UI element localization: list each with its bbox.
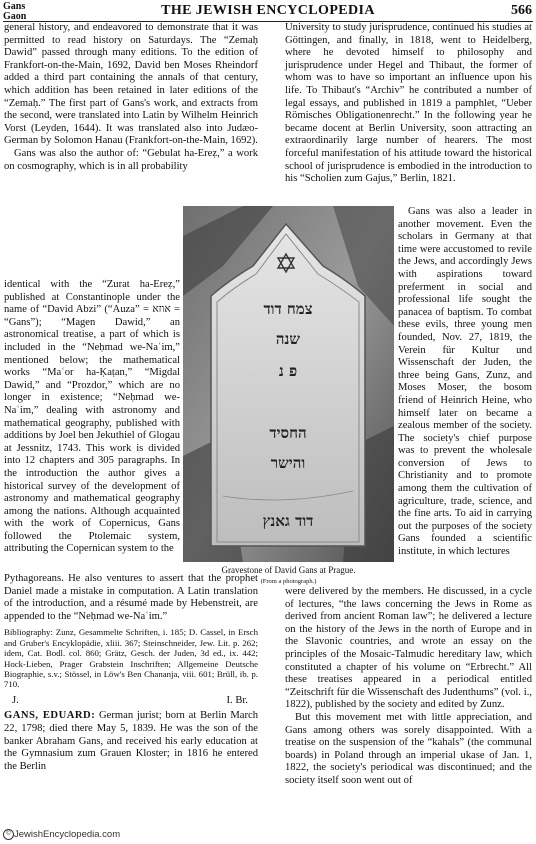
paragraph: Gans was also the author of: “Gebulat ha-Ereẓ,” a work on cosmography, which is in all probability bbox=[4, 147, 258, 172]
entry-heading: GANS, EDUARD: bbox=[4, 710, 96, 722]
inscription-line: החסיד bbox=[269, 424, 307, 442]
site-logo-text: JewishEncyclopedia.com bbox=[14, 829, 121, 841]
paragraph: Gans was also a leader in another movement. Even the scholars in Germany at that time were accustomed to revile the Jews, and accordingly Jews with aspirations toward preferment in social and professional life sought the panacea of baptism. To combat these evils, three young men founded, Nov. 27, 1819, the Verein für Kultur und Wissenschaft der Juden, the three being Gans, Zunz, and Moses Moser, the bosom friend of Heinrich Heine, who himself later on became a zealous member of the society. The society's chief purpose was to prevent the wholesale conversion of Jews to Christianity and to promote among them the cultivation of agriculture, trade, science, and the fine arts. To aid in carrying out the purposes of the society Gans founded a scientific institute, in which lectures bbox=[398, 206, 532, 558]
paragraph: identical with the “Zurat ha-Ereẓ,” published at Constantinople under the name of “David Abzi” (“Auza” = אוזא = “Gans”); “Magen Dawid,” an astronomical treatise, a part of which is included in the “Neḥmad we-Naʿim,” mentioned below; the mathematical works “Maʿor ha-Ḳaṭan,” “Migdal Dawid,” and “Prozdor,” which are no longer in existence; “Neḥmad we-Naʿim,” dealing with astronomy and mathematical geography, published with additions by Joel ben Jekuthiel of Glogau at Jessnitz, 1743. This work is divided into 12 chapters and 305 paragraphs. In the introduction the author gives a historical survey of the development of astronomy and mathematical geography among the nations. Although acquainted with the work of Copernicus, Gans followed the Ptolemaic system, attributing the Copernican system to the bbox=[4, 279, 181, 555]
inscription-line: שנה bbox=[275, 330, 301, 348]
page-number: 566 bbox=[511, 3, 532, 18]
left-column-bottom bbox=[4, 573, 258, 773]
right-column-middle bbox=[398, 206, 532, 559]
inscription-line: והישר bbox=[270, 454, 306, 472]
paragraph: were delivered by the members. He discussed, in a cycle of lectures, “the laws concerning the Jews in Rome as derived from ancient Roman law”; he delivered a lecture on the history of the Jews in the north of Europe and in the Slavonic countries, and wrote an essay on the principles of the Mosaic-Talmudic hereditary law, which constituted a chapter of his volume on “Erbrecht.” All these treatises appeared in a periodical entitled “Zeitschrift für die Wissenschaft des Judenthums” (vol. i., 1822), published by the society and edited by Zunz. bbox=[285, 586, 532, 711]
paragraph: general history, and endeavored to demonstrate that it was permitted to read history on Saturdays. The “Zemaḥ Dawid” passed through many editions. To the edition of Frankfort-on-the-Main, 1692, David ben Moses Rheindorf added a third part containing the annals of that century, which addition has been retained in later editions of the “Zemaḥ.” The first part of Gans's work, and extracts from the second, were translated into Latin by Wilhelm Heinrich Vorst (Leyden, 1644). It was translated also into Judæo-German by Solomon Hanau (Frankfort-on-the-Main, 1692). bbox=[4, 22, 258, 147]
inscription-line: פ נ bbox=[278, 362, 298, 380]
copyright-icon: © bbox=[3, 829, 14, 840]
signature-left: J. bbox=[12, 694, 19, 706]
right-column-bottom bbox=[285, 586, 532, 788]
right-column-top bbox=[285, 22, 532, 186]
site-logo[interactable] bbox=[3, 829, 120, 840]
paragraph: But this movement met with little appreciation, and Gans among others was sorely disappointed. With a treatise on the suspension of the “kahals” (the communal boards) in Poland through an imperial ukase of Jan. 1, 1822, the society's periodical was discontinued; and the society itself soon went out of bbox=[285, 711, 532, 786]
figure-credit: (From a photograph.) bbox=[260, 578, 317, 585]
gravestone-photo bbox=[183, 206, 394, 566]
signatures bbox=[4, 695, 258, 708]
left-column-middle bbox=[4, 279, 180, 556]
left-column-top bbox=[4, 22, 258, 173]
inscription-line: צמח דוד bbox=[263, 300, 313, 318]
paragraph: German jurist; born at Berlin March 22, 1798; died there May 5, 1839. He was the son of the banker Abraham Gans, and received his early education at the Gymnasium zum Grauen Kloster; in 1816 he entered the Berlin bbox=[4, 710, 258, 772]
bibliography: Bibliography: Zunz, Gesammelte Schriften, i. 185; D. Cassel, in Ersch and Gruber's Encyklopädie, xliii. 367; Steinschneider, Jew. Lit. p. 262; idem, Cat. Bodl. col. 860; Grätz, Gesch. der Juden, 3d ed., ix. 442; Hock-Lieben, Prager Grabstein Inschriften; Allgemeine Deutsche Biographie, s.v.; Stössel, in Löw's Ben Chananja, viii. 601; Brüll, ib. p. 710. bbox=[4, 627, 258, 690]
inscription-line: דוד גאנץ bbox=[262, 512, 314, 530]
figure-caption: Gravestone of David Gans at Prague. bbox=[221, 565, 356, 575]
paragraph: University to study jurisprudence, continued his studies at Göttingen, and finally, in 1818, went to Heidelberg, where he devoted himself to philosophy and jurisprudence under Hegel and Thibaut, the former of whom was to have so important an influence upon his life. To Thibaut's “Archiv” he contributed a number of legal essays, and published in 1819 a pamphlet, “Ueber Römisches Obligationenrecht.” In the following year he became docent at Berlin University, soon attracting an extraordinarily large number of hearers. The most forceful manifestation of his attitude toward the historical school of jurisprudence is embodied in the introduction to his “Scholien zum Gajus,” Berlin, 1821. bbox=[285, 22, 532, 185]
running-title: THE JEWISH ENCYCLOPEDIA bbox=[161, 3, 375, 18]
paragraph: Pythagoreans. He also ventures to assert that the prophet Daniel made a mistake in computation. A Latin translation of the introduction, and a résumé made by Hebenstreit, are appended to the “Neḥmad we-Naʿim.” bbox=[4, 573, 258, 622]
entry-start: Gans bbox=[3, 1, 26, 12]
signature-right: I. Br. bbox=[226, 694, 248, 706]
entry-end: Gaon bbox=[3, 11, 27, 22]
